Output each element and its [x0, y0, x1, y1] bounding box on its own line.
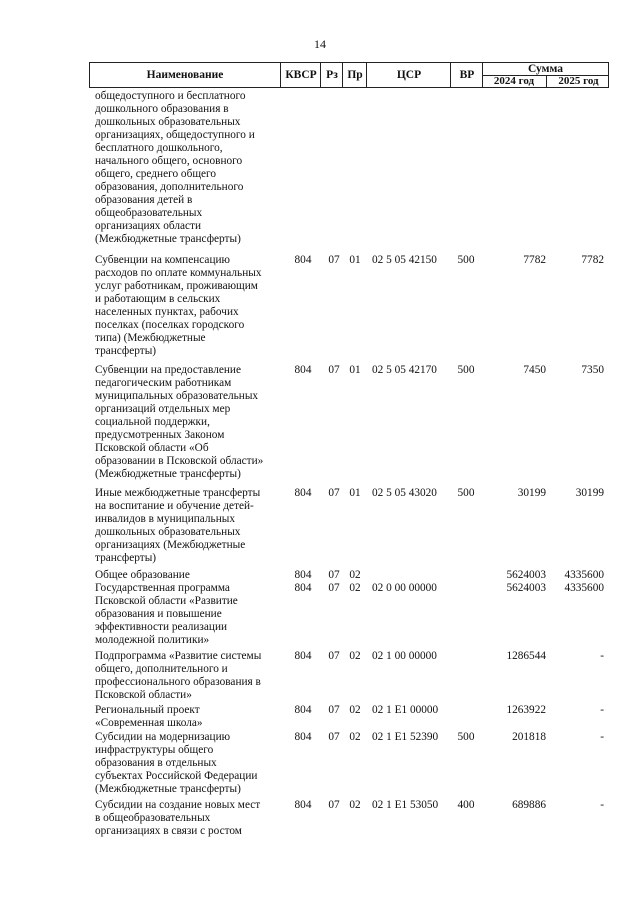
- row-rz: 07: [328, 650, 340, 662]
- row-2024: 201818: [512, 731, 546, 743]
- row-kvsr: 804: [294, 799, 312, 811]
- row-pr: 01: [349, 487, 361, 499]
- header-rz: Рз: [320, 63, 343, 87]
- row-2025: 4335600: [564, 582, 604, 594]
- row-2024: 30199: [517, 487, 546, 499]
- row-name: Субсидии на модернизацию инфраструктуры общего образования в отдельных субъектах Российской Федерации (Межбюджетные трансферты): [95, 731, 258, 795]
- row-name: Региональный проект «Современная школа»: [95, 704, 203, 729]
- row-pr: 02: [349, 650, 361, 662]
- header-name: Наименование: [146, 69, 224, 81]
- row-2024: 689886: [512, 799, 546, 811]
- row-rz: 07: [328, 799, 340, 811]
- row-name: Иные межбюджетные трансферты на воспитание и обучение детей- инвалидов в муниципальных дошкольных образовательных организациях (Межбюджетные трансферты): [95, 487, 261, 564]
- row-vr: 500: [457, 254, 475, 266]
- row-name: Субсидии на создание новых мест в общеобразовательных организациях в связи с ростом: [95, 799, 261, 837]
- row-vr: 500: [457, 731, 475, 743]
- header-kvsr: КВСР: [280, 63, 321, 87]
- row-rz: 07: [328, 254, 340, 266]
- row-2025: 4335600: [564, 569, 604, 581]
- row-rz: 07: [328, 487, 340, 499]
- row-2025: 30199: [575, 487, 604, 499]
- row-2025: -: [600, 731, 604, 743]
- row-kvsr: 804: [294, 569, 312, 581]
- header-sum: Сумма: [482, 63, 609, 76]
- row-2024: 1286544: [506, 650, 546, 662]
- table-header: [89, 62, 609, 88]
- row-kvsr: 804: [294, 487, 312, 499]
- row-2025: 7350: [581, 364, 604, 376]
- row-kvsr: 804: [294, 582, 312, 594]
- row-rz: 07: [328, 569, 340, 581]
- row-name: Субвенции на предоставление педагогическим работникам муниципальных образовательных организаций отдельных мер социальной поддержки, предусмотренных Законом Псковской области «Об образовании в Псковской области» (Межбюджетные трансферты): [95, 364, 264, 480]
- row-csr: 02 1 00 00000: [372, 650, 437, 662]
- header-vr: ВР: [450, 63, 483, 87]
- page-number: 14: [314, 37, 326, 51]
- row-vr: 500: [457, 364, 475, 376]
- row-pr: 02: [349, 799, 361, 811]
- row-rz: 07: [328, 704, 340, 716]
- row-kvsr: 804: [294, 364, 312, 376]
- row-csr: 02 5 05 43020: [372, 487, 437, 499]
- row-kvsr: 804: [294, 254, 312, 266]
- row-rz: 07: [328, 364, 340, 376]
- row-csr: 02 1 E1 00000: [372, 704, 439, 716]
- row-csr: 02 1 E1 52390: [372, 731, 439, 743]
- row-csr: 02 0 00 00000: [372, 582, 437, 594]
- row-2024: 7782: [523, 254, 546, 266]
- row-pr: 02: [349, 582, 361, 594]
- row-rz: 07: [328, 731, 340, 743]
- row-2024: 5624003: [506, 569, 546, 581]
- row-csr: 02 1 E1 53050: [372, 799, 439, 811]
- row-name: Государственная программа Псковской области «Развитие образования и повышение эффективности реализации молодежной политики»: [95, 582, 238, 646]
- row-pr: 02: [349, 731, 361, 743]
- row-kvsr: 804: [294, 731, 312, 743]
- row-kvsr: 804: [294, 650, 312, 662]
- row-2025: -: [600, 799, 604, 811]
- header-csr: ЦСР: [366, 63, 451, 87]
- header-2024: 2024 год: [493, 75, 535, 87]
- row-pr: 01: [349, 254, 361, 266]
- row-2025: -: [600, 704, 604, 716]
- row-pr: 02: [349, 569, 361, 581]
- row-2025: -: [600, 650, 604, 662]
- row-rz: 07: [328, 582, 340, 594]
- row-2025: 7782: [581, 254, 604, 266]
- row-2024: 1263922: [506, 704, 546, 716]
- row-kvsr: 804: [294, 704, 312, 716]
- header-pr: Пр: [342, 63, 367, 87]
- row-csr: 02 5 05 42170: [372, 364, 437, 376]
- row-2024: 7450: [523, 364, 546, 376]
- row-name: общедоступного и бесплатного дошкольного образования в дошкольных образовательных организациях, общедоступного и бесплатного дошкольного, начального общего, основного общего, среднего общего образования, дополнительного образования детей в общеобразовательных организациях области (Межбюджетные трансферты): [95, 90, 255, 245]
- row-name: Субвенции на компенсацию расходов по оплате коммунальных услуг работникам, проживающим и работающим в сельских населенных пунктах, рабочих поселках (поселках городского типа) (Межбюджетные трансферты): [95, 254, 262, 357]
- row-vr: 400: [457, 799, 475, 811]
- row-2024: 5624003: [506, 582, 546, 594]
- row-name: Подпрограмма «Развитие системы общего, дополнительного и профессионального образования в Псковской области»: [95, 650, 262, 701]
- row-pr: 01: [349, 364, 361, 376]
- row-name: Общее образование: [95, 569, 190, 581]
- header-2025: 2025 год: [546, 75, 610, 87]
- row-pr: 02: [349, 704, 361, 716]
- row-vr: 500: [457, 487, 475, 499]
- row-csr: 02 5 05 42150: [372, 254, 437, 266]
